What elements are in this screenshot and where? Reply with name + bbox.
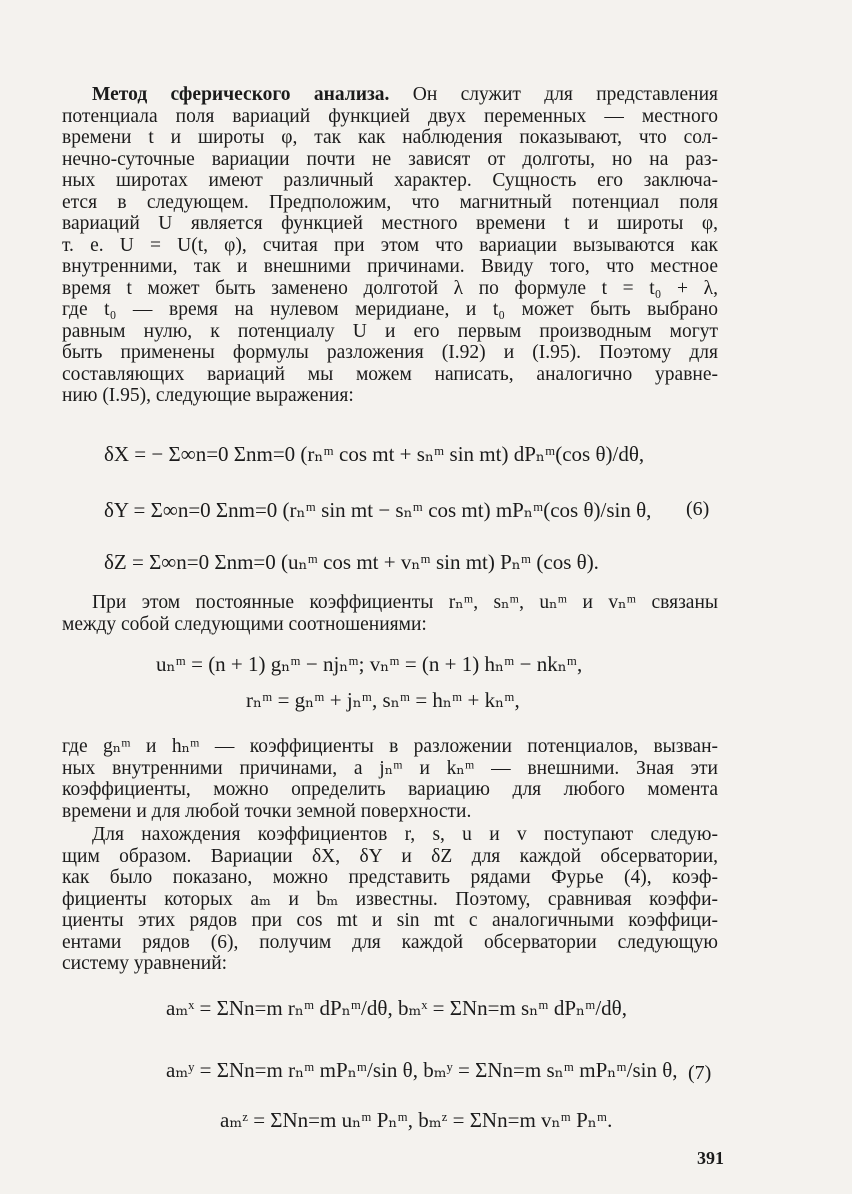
text-line: составляющих вариаций мы можем написать, аналогично уравне- <box>62 363 718 385</box>
text-line: нию (I.95), следующие выражения: <box>62 385 354 406</box>
equation-number-7: (7) <box>688 1062 712 1084</box>
text-line: где gₙᵐ и hₙᵐ — коэффициенты в разложении потенциалов, вызван- <box>62 736 718 757</box>
paragraph-coefficients <box>62 592 718 635</box>
text-line: потенциала поля вариаций функцией двух переменных — местного <box>62 105 718 127</box>
equation-dy: δY = Σ∞n=0 Σnm=0 (rₙᵐ sin mt − sₙᵐ cos mt) mPₙᵐ(cos θ)/sin θ, <box>104 498 652 522</box>
text-line: фициенты которых aₘ и bₘ известны. Поэтому, сравнивая коэффи- <box>62 888 718 910</box>
relation-line-1: uₙᵐ = (n + 1) gₙᵐ − njₙᵐ; vₙᵐ = (n + 1) hₙᵐ − nkₙᵐ, <box>156 652 583 676</box>
paragraph-method <box>62 84 718 407</box>
relation-line-2: rₙᵐ = gₙᵐ + jₙᵐ, sₙᵐ = hₙᵐ + kₙᵐ, <box>246 688 520 712</box>
text-line: систему уравнений: <box>62 953 228 974</box>
text-line: время t может быть заменено долготой λ по формуле t = t₀ + λ, <box>62 277 718 299</box>
equation-dz: δZ = Σ∞n=0 Σnm=0 (uₙᵐ cos mt + vₙᵐ sin mt) Pₙᵐ (cos θ). <box>104 550 599 574</box>
page-number: 391 <box>697 1148 724 1168</box>
text-line: ных широтах имеют различный характер. Сущность его заключа- <box>62 170 718 191</box>
paragraph-first-line: Метод сферического анализа. Он служит для представления <box>92 84 718 105</box>
text-line: быть применены формулы разложения (I.92) и (I.95). Поэтому для <box>62 342 718 363</box>
text-line: Для нахождения коэффициентов r, s, u и v поступают следую- <box>92 824 718 845</box>
paragraph-finding-coefficients <box>62 824 718 975</box>
text-line: т. е. U = U(t, φ), считая при этом что вариации вызываются как <box>62 234 718 256</box>
text-line: времени и для любой точки земной поверхности. <box>62 800 472 822</box>
text-line: вариаций U является функцией местного времени t и широты φ, <box>62 213 718 234</box>
equation-7-row-1: aₘˣ = ΣNn=m rₙᵐ dPₙᵐ/dθ, bₘˣ = ΣNn=m sₙᵐ dPₙᵐ/dθ, <box>166 996 627 1020</box>
text-line: При этом постоянные коэффициенты rₙᵐ, sₙᵐ, uₙᵐ и vₙᵐ связаны <box>92 592 718 613</box>
equation-number-6: (6) <box>686 498 710 520</box>
text-line: как было показано, можно представить рядами Фурье (4), коэф- <box>62 867 718 888</box>
equation-7-row-3: aₘᶻ = ΣNn=m uₙᵐ Pₙᵐ, bₘᶻ = ΣNn=m vₙᵐ Pₙᵐ. <box>220 1108 613 1132</box>
text-line: между собой следующими соотношениями: <box>62 613 427 635</box>
section-heading: Метод сферического анализа. <box>92 84 390 105</box>
text-line: ных внутренними причинами, а jₙᵐ и kₙᵐ — внешними. Зная эти <box>62 757 718 779</box>
text-line: где t₀ — время на нулевом меридиане, и t₀ может быть выбрано <box>62 299 718 320</box>
text-line: внутренними, так и внешними причинами. Ввиду того, что местное <box>62 256 718 277</box>
equation-7-row-2: aₘʸ = ΣNn=m rₙᵐ mPₙᵐ/sin θ, bₘʸ = ΣNn=m sₙᵐ mPₙᵐ/sin θ, <box>166 1058 678 1082</box>
text-line: щим образом. Вариации δX, δY и δZ для каждой обсерватории, <box>62 845 718 867</box>
text-line: ется в следующем. Предположим, что магнитный потенциал поля <box>62 191 718 213</box>
equation-dx: δX = − Σ∞n=0 Σnm=0 (rₙᵐ cos mt + sₙᵐ sin mt) dPₙᵐ(cos θ)/dθ, <box>104 442 645 466</box>
text-line: времени t и широты φ, так как наблюдения показывают, что сол- <box>62 127 718 148</box>
text-line: коэффициенты, можно определить вариацию для любого момента <box>62 779 718 800</box>
text-line: равным нулю, к потенциалу U и его первым производным могут <box>62 320 718 342</box>
paragraph-potentials <box>62 736 718 822</box>
text-line: циенты этих рядов при cos mt и sin mt с аналогичными коэффици- <box>62 910 718 931</box>
text-line: ентами рядов (6), получим для каждой обсерватории следующую <box>62 931 718 953</box>
text-line: нечно-суточные вариации почти не зависят от долготы, но на раз- <box>62 148 718 170</box>
